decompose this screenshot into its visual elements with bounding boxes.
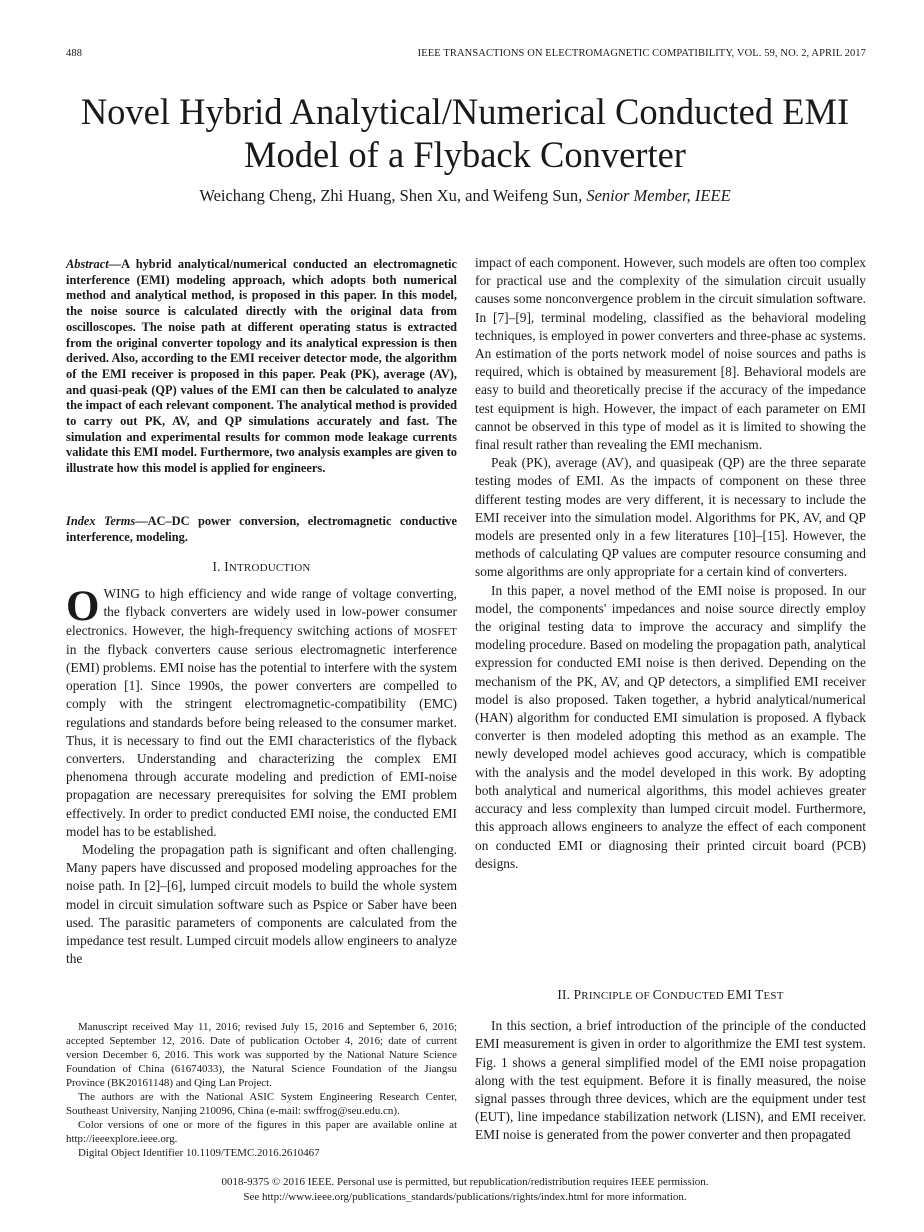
copyright-line: 0018-9375 © 2016 IEEE. Personal use is permitted, but republication/redistribution requires IEEE permission. xyxy=(221,1176,709,1188)
section-1-title-rest: NTRODUCTION xyxy=(228,562,311,574)
author-names: Weichang Cheng, Zhi Huang, Shen Xu, and Weifeng Sun xyxy=(199,186,579,205)
intro-p1-start: WING to high efficiency and wide range of voltage converting, the flyback converters are widely used in low-power consumer electronics. However, the high-frequency switching actions of xyxy=(66,586,457,638)
intro-paragraph-1 xyxy=(66,585,457,841)
section-2-w2-initial: C xyxy=(652,987,662,1002)
introduction-right-column xyxy=(475,254,866,873)
intro-paragraph-4: Peak (PK), average (AV), and quasipeak (QP) are the three separate testing modes of EMI. As the impacts of component on these three different testing modes are very different, it is necessary to include the EMI receiver into the simulation model. Algorithms for PK, AV, and QP models are presented only in a few literatures [10]–[15]. However, the methods of calculating QP values are computer resource consuming and some algorithms are only appropriate for a certain kind of converters. xyxy=(475,455,866,580)
introduction-left-column xyxy=(66,558,457,968)
title-line-1: Novel Hybrid Analytical/Numerical Conducted EMI xyxy=(80,91,850,132)
section-1-heading xyxy=(66,558,457,577)
section-2-numeral: II. xyxy=(557,987,571,1002)
journal-header: IEEE TRANSACTIONS ON ELECTROMAGNETIC COMPATIBILITY, VOL. 59, NO. 2, APRIL 2017 xyxy=(417,48,866,59)
abstract xyxy=(66,257,457,477)
footnote-color: Color versions of one or more of the figures in this paper are available online at http://ieeexplore.ieee.org. xyxy=(66,1119,457,1145)
section-2-w1-rest: RINCIPLE OF xyxy=(581,990,653,1002)
intro-paragraph-3: impact of each component. However, such models are often too complex for practical use and the complexity of the simulation circuit usually causes some nonconvergence problem in the circuit simulation software. In [7]–[9], terminal modeling, classified as the behavioral modeling techniques, is employed in power converters and three-phase ac systems. An estimation of the ports network model of noise sources and paths is required, which is obtained by measurement [8]. Behavioral models are easy to build and theoretically precise if the accuracy of the impedance test equipment is high. However, the impact of each parameter on EMI cannot be observed in this type of model as it is limited to showing the final result rather than revealing the EMI mechanism. xyxy=(475,255,866,453)
abstract-label: Abstract xyxy=(66,257,109,271)
index-terms xyxy=(66,514,457,545)
permissions-line: See http://www.ieee.org/publications_standards/publications/rights/index.html for more information. xyxy=(243,1190,687,1203)
intro-p1-end: in the flyback converters cause serious electromagnetic interference (EMI) problems. EMI noise has the potential to interfere with the system operation [1]. Since 1990s, the power converters are compelled to comply with the stringent electromagnetic-compatibility (EMC) regulations and standards before being released to the consumer market. Thus, it is necessary to find out the EMI characteristics of the flyback converters. Understanding and characterizing the complex EMI phenomena through accurate modeling and prediction of EMI-noise propagation are necessary prerequisites for solving the EMI problem effectively. In order to predict conducted EMI noise, the conducted EMI model has to be established. xyxy=(66,641,457,839)
index-terms-text: —AC–DC power conversion, electromagnetic conductive interference, modeling. xyxy=(66,514,457,544)
intro-p1-mosfet: MOSFET xyxy=(413,625,457,638)
footnotes xyxy=(66,1020,457,1160)
section-2-heading xyxy=(475,986,866,1005)
author-membership: , Senior Member, IEEE xyxy=(578,186,731,205)
section-1-numeral: I. xyxy=(212,559,221,574)
dropcap-letter: O xyxy=(66,583,100,631)
section-2-paragraph-1: In this section, a brief introduction of the principle of the conducted EMI measurement is given in order to algorithmize the EMI test system. Fig. 1 shows a general simplified model of the EMI noise propagation along with the test equipment. Before it is finally measured, the noise signal passes through three devices, which are the equipment under test (EUT), line impedance stabilization network (LISN), and EMI receiver. EMI noise is generated from the power converter and then propagated xyxy=(475,1018,866,1143)
page-number: 488 xyxy=(66,48,83,59)
section-2-w1-initial: P xyxy=(573,987,582,1002)
index-terms-label: Index Terms xyxy=(66,514,136,528)
section-1-initial: I xyxy=(224,559,229,574)
intro-paragraph-2: Modeling the propagation path is significant and often challenging. Many papers have discussed and proposed modeling approaches for the noise path. In [2]–[6], lumped circuit models to build the whole system model in circuit simulation software such as Pspice or Saber have been used. The parasitic parameters of components are calculated from the impedance test result. Lumped circuit models allow engineers to analyze the xyxy=(66,842,457,967)
intro-paragraph-5: In this paper, a novel method of the EMI noise is proposed. In our model, the components' impedances and noise source directly employ the original testing data to improve the accuracy and simplify the modeling procedure. Based on modeling the propagation path, analytical expression for conducted EMI noise is then derived. Depending on the mechanism of the PK, AV, and QP detectors, a simplified EMI receiver model is also proposed. Taken together, a hybrid analytical/numerical (HAN) algorithm for conducted EMI simulation is proposed. A flyback converter is then modeled adopting this method as an example. The newly developed model achieves good accuracy, which is compatible with the analysis and the model developed in this work. By adopting both analytical and numerical algorithms, this model achieves greater accuracy and less complexity than lumped circuit model. Furthermore, this approach allows engineers to analyze the effect of each component on conducted EMI or diagnosing their printed circuit board (PCB) designs. xyxy=(475,582,866,871)
footnote-authors: The authors are with the National ASIC System Engineering Research Center, Southeast University, Nanjing 210096, China (e-mail: swffrog@seu.edu.cn). xyxy=(66,1091,457,1117)
footnote-manuscript: Manuscript received May 11, 2016; revised July 15, 2016 and September 6, 2016; accepted September 12, 2016. Date of publication October 4, 2016; date of current version December 6, 2016. This work was supported by the National Nature Science Foundation of China (61674033), the Natural Science Foundation of the Jiangsu Province (BK20161148) and Qing Lan Project. xyxy=(66,1021,457,1089)
author-list xyxy=(40,186,890,206)
section-2 xyxy=(475,986,866,1145)
paper-title xyxy=(40,90,890,176)
abstract-text: —A hybrid analytical/numerical conducted an electromagnetic interference (EMI) modeling approach, which adopts both numerical method and analytical method, is proposed in this paper. In this model, the noise source is calculated directly with the original data from oscilloscopes. The noise path at different operating status is extracted from the original converter topology and its analytical expression is then derived. Also, according to the EMI receiver detector mode, the algorithm of the EMI receiver is proposed in this paper. Peak (PK), average (AV), and quasi-peak (QP) values of the EMI can then be calculated to analyze the impact of each relevant component. The analytical method is provided to carry out PK, AV, and QP simulations accurately and fast. The simulation and experimental results for common mode leakage currents validate this EMI model. Furthermore, two analysis examples are given to illustrate how this model is applied for engineers. xyxy=(66,257,457,476)
section-2-w4-initial: T xyxy=(755,987,764,1002)
section-2-w3: EMI xyxy=(726,987,756,1002)
section-2-w4-rest: EST xyxy=(763,990,784,1002)
copyright-footer xyxy=(40,1175,890,1204)
title-line-2: Model of a Flyback Converter xyxy=(244,134,686,175)
footnote-doi: Digital Object Identifier 10.1109/TEMC.2016.2610467 xyxy=(78,1147,320,1159)
section-2-w2-rest: ONDUCTED xyxy=(661,990,727,1002)
